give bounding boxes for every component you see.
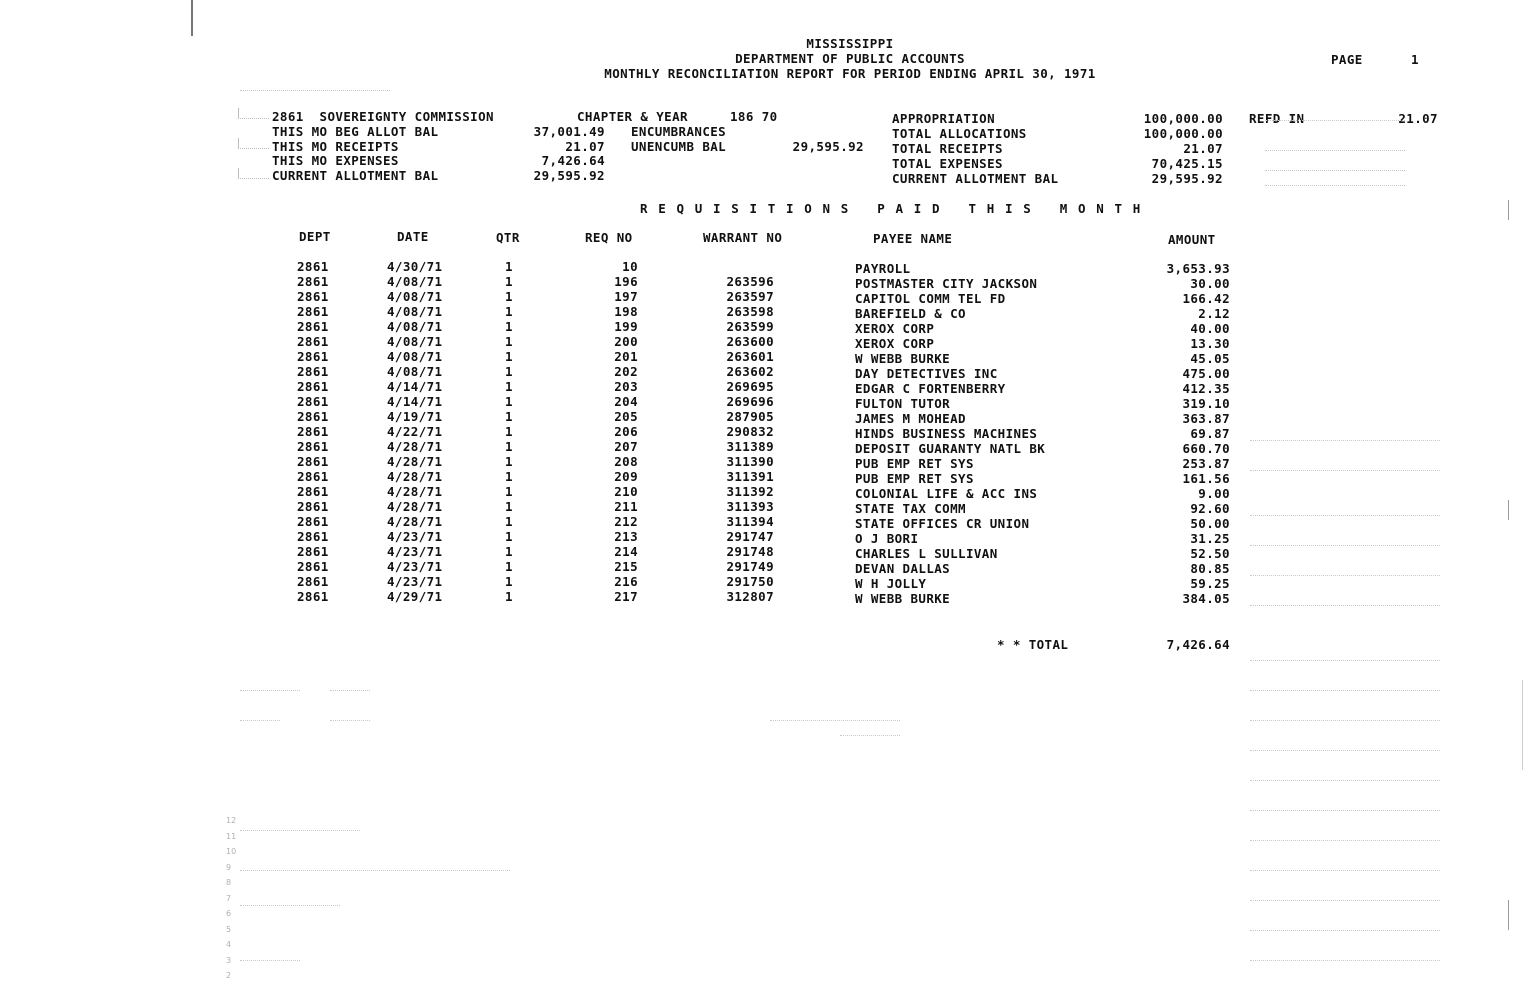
cell-date: 4/14/71 xyxy=(387,394,443,409)
section-title: R E Q U I S I T I O N S P A I D T H I S M O N T H xyxy=(640,201,1142,216)
cell-qtr: 1 xyxy=(505,394,513,409)
cell-date: 4/08/71 xyxy=(387,319,443,334)
margin-number: 7 xyxy=(226,893,232,903)
cell-req-no: 203 xyxy=(614,379,638,394)
cell-req-no: 201 xyxy=(614,349,638,364)
cell-dept: 2861 xyxy=(297,544,329,559)
scan-guide-line xyxy=(240,90,390,91)
total-receipts-value: 21.07 xyxy=(1183,141,1223,156)
cell-qtr: 1 xyxy=(505,544,513,559)
cell-warrant-no: 311389 xyxy=(726,439,774,454)
cell-dept: 2861 xyxy=(297,439,329,454)
cell-warrant-no: 311390 xyxy=(726,454,774,469)
cell-dept: 2861 xyxy=(297,319,329,334)
cell-req-no: 10 xyxy=(622,259,638,274)
right-current-allot-label: CURRENT ALLOTMENT BAL xyxy=(892,171,1059,186)
cell-payee-name: DEPOSIT GUARANTY NATL BK xyxy=(855,441,1046,456)
encumbrances-label: ENCUMBRANCES xyxy=(631,124,727,139)
cell-date: 4/14/71 xyxy=(387,379,443,394)
scan-guide-line xyxy=(1250,440,1440,441)
cell-qtr: 1 xyxy=(505,514,513,529)
cell-payee-name: STATE TAX COMM xyxy=(855,501,966,516)
cell-warrant-no: 312807 xyxy=(726,589,774,604)
scan-guide-line xyxy=(1250,870,1440,871)
appropriation-label: APPROPRIATION xyxy=(892,111,996,126)
col-header-date: DATE xyxy=(397,229,429,244)
cell-qtr: 1 xyxy=(505,409,513,424)
scan-guide-line xyxy=(1250,930,1440,931)
cell-dept: 2861 xyxy=(297,529,329,544)
cell-qtr: 1 xyxy=(505,349,513,364)
scan-edge-mark xyxy=(1522,680,1523,770)
margin-number: 2 xyxy=(226,971,232,980)
right-current-allot-value: 29,595.92 xyxy=(1151,171,1223,186)
cell-date: 4/08/71 xyxy=(387,274,443,289)
cell-payee-name: O J BORI xyxy=(855,531,919,546)
scan-edge-mark xyxy=(1508,900,1509,930)
report-department: DEPARTMENT OF PUBLIC ACCOUNTS xyxy=(735,51,965,66)
cell-warrant-no: 269696 xyxy=(726,394,774,409)
cell-req-no: 216 xyxy=(614,574,638,589)
refd-in-label: REFD IN xyxy=(1249,111,1305,126)
cell-dept: 2861 xyxy=(297,394,329,409)
cell-warrant-no: 263596 xyxy=(726,274,774,289)
cell-amount: 52.50 xyxy=(1190,546,1230,561)
scan-edge-mark xyxy=(1508,500,1509,520)
cell-amount: 161.56 xyxy=(1182,471,1230,486)
cell-qtr: 1 xyxy=(505,259,513,274)
cell-warrant-no: 263600 xyxy=(726,334,774,349)
cell-warrant-no: 263598 xyxy=(726,304,774,319)
chapter-year-label: CHAPTER & YEAR xyxy=(577,109,688,124)
col-header-req-no: REQ NO xyxy=(585,230,633,245)
cell-warrant-no: 311391 xyxy=(726,469,774,484)
agency-name: 2861 SOVEREIGNTY COMMISSION xyxy=(272,109,494,124)
cell-qtr: 1 xyxy=(505,574,513,589)
total-allocations-value: 100,000.00 xyxy=(1143,126,1223,141)
cell-amount: 660.70 xyxy=(1182,441,1230,456)
scan-guide-line xyxy=(1250,780,1440,781)
margin-number: 3 xyxy=(226,955,232,965)
cell-payee-name: FULTON TUTOR xyxy=(855,396,951,411)
cell-dept: 2861 xyxy=(297,304,329,319)
scan-guide-line xyxy=(240,690,300,691)
margin-number: 8 xyxy=(226,878,232,887)
cell-date: 4/28/71 xyxy=(387,469,443,484)
chapter-year-value: 186 70 xyxy=(730,109,778,124)
cell-req-no: 206 xyxy=(614,424,638,439)
cell-payee-name: CAPITOL COMM TEL FD xyxy=(855,291,1006,306)
cell-payee-name: POSTMASTER CITY JACKSON xyxy=(855,276,1038,291)
cell-payee-name: JAMES M MOHEAD xyxy=(855,411,966,426)
cell-amount: 319.10 xyxy=(1182,396,1230,411)
margin-bracket xyxy=(238,108,269,119)
total-label: * * TOTAL xyxy=(997,637,1069,652)
total-value: 7,426.64 xyxy=(1166,637,1230,652)
cell-amount: 475.00 xyxy=(1182,366,1230,381)
cell-dept: 2861 xyxy=(297,334,329,349)
cell-warrant-no: 290832 xyxy=(726,424,774,439)
cell-payee-name: PUB EMP RET SYS xyxy=(855,456,974,471)
cell-qtr: 1 xyxy=(505,289,513,304)
cell-date: 4/30/71 xyxy=(387,259,443,274)
cell-date: 4/28/71 xyxy=(387,484,443,499)
margin-number: 5 xyxy=(226,924,232,934)
cell-date: 4/08/71 xyxy=(387,349,443,364)
cell-qtr: 1 xyxy=(505,319,513,334)
cell-date: 4/19/71 xyxy=(387,409,443,424)
scan-guide-line xyxy=(1265,185,1405,186)
beg-allot-value: 37,001.49 xyxy=(533,124,605,139)
cell-date: 4/23/71 xyxy=(387,559,443,574)
scan-edge-mark xyxy=(191,0,193,36)
scan-guide-line xyxy=(240,830,360,831)
scan-guide-line xyxy=(1250,515,1440,516)
cell-dept: 2861 xyxy=(297,514,329,529)
cell-qtr: 1 xyxy=(505,364,513,379)
beg-allot-label: THIS MO BEG ALLOT BAL xyxy=(272,124,439,139)
scan-guide-line xyxy=(330,720,370,721)
cell-dept: 2861 xyxy=(297,574,329,589)
cell-warrant-no: 263597 xyxy=(726,289,774,304)
cell-warrant-no: 291748 xyxy=(726,544,774,559)
cell-req-no: 202 xyxy=(614,364,638,379)
cell-req-no: 217 xyxy=(614,589,638,604)
cell-dept: 2861 xyxy=(297,559,329,574)
cell-date: 4/23/71 xyxy=(387,529,443,544)
expenses-label: THIS MO EXPENSES xyxy=(272,153,399,168)
scan-guide-line xyxy=(240,720,280,721)
cell-date: 4/28/71 xyxy=(387,454,443,469)
margin-bracket xyxy=(238,138,269,149)
cell-dept: 2861 xyxy=(297,364,329,379)
margin-bracket xyxy=(238,168,269,179)
cell-date: 4/28/71 xyxy=(387,514,443,529)
scan-guide-line xyxy=(1250,605,1440,606)
cell-req-no: 197 xyxy=(614,289,638,304)
cell-qtr: 1 xyxy=(505,304,513,319)
scan-guide-line xyxy=(1250,545,1440,546)
cell-warrant-no: 263599 xyxy=(726,319,774,334)
cell-dept: 2861 xyxy=(297,349,329,364)
cell-req-no: 198 xyxy=(614,304,638,319)
scan-guide-line xyxy=(840,735,900,736)
cell-warrant-no: 291749 xyxy=(726,559,774,574)
scan-guide-line xyxy=(1265,150,1405,151)
cell-amount: 59.25 xyxy=(1190,576,1230,591)
cell-req-no: 210 xyxy=(614,484,638,499)
cell-req-no: 196 xyxy=(614,274,638,289)
cell-date: 4/08/71 xyxy=(387,364,443,379)
cell-req-no: 200 xyxy=(614,334,638,349)
total-expenses-value: 70,425.15 xyxy=(1151,156,1223,171)
cell-date: 4/08/71 xyxy=(387,334,443,349)
cell-req-no: 204 xyxy=(614,394,638,409)
cell-dept: 2861 xyxy=(297,484,329,499)
cell-amount: 166.42 xyxy=(1182,291,1230,306)
cell-warrant-no: 263601 xyxy=(726,349,774,364)
cell-qtr: 1 xyxy=(505,379,513,394)
cell-dept: 2861 xyxy=(297,424,329,439)
report-title: MONTHLY RECONCILIATION REPORT FOR PERIOD ENDING APRIL 30, 1971 xyxy=(604,66,1096,81)
cell-warrant-no: 287905 xyxy=(726,409,774,424)
cell-amount: 412.35 xyxy=(1182,381,1230,396)
cell-warrant-no: 311393 xyxy=(726,499,774,514)
total-expenses-label: TOTAL EXPENSES xyxy=(892,156,1003,171)
cell-dept: 2861 xyxy=(297,499,329,514)
scan-guide-line xyxy=(1250,810,1440,811)
cell-warrant-no: 269695 xyxy=(726,379,774,394)
cell-qtr: 1 xyxy=(505,499,513,514)
cell-payee-name: STATE OFFICES CR UNION xyxy=(855,516,1030,531)
cell-payee-name: CHARLES L SULLIVAN xyxy=(855,546,998,561)
cell-qtr: 1 xyxy=(505,559,513,574)
col-header-dept: DEPT xyxy=(299,229,331,244)
cell-payee-name: BAREFIELD & CO xyxy=(855,306,966,321)
scan-guide-line xyxy=(1250,720,1440,721)
cell-req-no: 209 xyxy=(614,469,638,484)
scan-guide-line xyxy=(1250,960,1440,961)
cell-amount: 50.00 xyxy=(1190,516,1230,531)
cell-payee-name: COLONIAL LIFE & ACC INS xyxy=(855,486,1038,501)
scan-guide-line xyxy=(1250,690,1440,691)
cell-qtr: 1 xyxy=(505,274,513,289)
total-allocations-label: TOTAL ALLOCATIONS xyxy=(892,126,1027,141)
cell-date: 4/23/71 xyxy=(387,544,443,559)
scan-guide-line xyxy=(240,870,510,871)
cell-date: 4/29/71 xyxy=(387,589,443,604)
cell-payee-name: DEVAN DALLAS xyxy=(855,561,951,576)
col-header-amount: AMOUNT xyxy=(1168,232,1216,247)
scan-guide-line xyxy=(1250,470,1440,471)
scan-edge-mark xyxy=(1508,200,1509,220)
receipts-label: THIS MO RECEIPTS xyxy=(272,139,399,154)
cell-amount: 363.87 xyxy=(1182,411,1230,426)
cell-dept: 2861 xyxy=(297,259,329,274)
cell-warrant-no: 291747 xyxy=(726,529,774,544)
cell-dept: 2861 xyxy=(297,469,329,484)
cell-req-no: 199 xyxy=(614,319,638,334)
current-allot-value: 29,595.92 xyxy=(533,168,605,183)
scan-guide-line xyxy=(1250,660,1440,661)
cell-req-no: 214 xyxy=(614,544,638,559)
cell-payee-name: PAYROLL xyxy=(855,261,911,276)
cell-req-no: 212 xyxy=(614,514,638,529)
cell-amount: 253.87 xyxy=(1182,456,1230,471)
cell-req-no: 211 xyxy=(614,499,638,514)
margin-number: 11 xyxy=(226,831,237,841)
cell-warrant-no: 263602 xyxy=(726,364,774,379)
cell-req-no: 205 xyxy=(614,409,638,424)
cell-payee-name: XEROX CORP xyxy=(855,321,935,336)
current-allot-label: CURRENT ALLOTMENT BAL xyxy=(272,168,439,183)
appropriation-value: 100,000.00 xyxy=(1143,111,1223,126)
scan-guide-line xyxy=(1265,120,1405,121)
cell-qtr: 1 xyxy=(505,529,513,544)
scan-guide-line xyxy=(1250,575,1440,576)
cell-qtr: 1 xyxy=(505,334,513,349)
cell-payee-name: DAY DETECTIVES INC xyxy=(855,366,998,381)
cell-date: 4/08/71 xyxy=(387,304,443,319)
scan-guide-line xyxy=(1250,900,1440,901)
cell-req-no: 215 xyxy=(614,559,638,574)
cell-payee-name: W H JOLLY xyxy=(855,576,927,591)
scan-guide-line xyxy=(1250,750,1440,751)
cell-amount: 45.05 xyxy=(1190,351,1230,366)
col-header-warrant-no: WARRANT NO xyxy=(703,230,783,245)
total-receipts-label: TOTAL RECEIPTS xyxy=(892,141,1003,156)
cell-dept: 2861 xyxy=(297,409,329,424)
unencumb-label: UNENCUMB BAL xyxy=(631,139,727,154)
cell-payee-name: HINDS BUSINESS MACHINES xyxy=(855,426,1038,441)
cell-dept: 2861 xyxy=(297,454,329,469)
cell-amount: 3,653.93 xyxy=(1166,261,1230,276)
cell-amount: 92.60 xyxy=(1190,501,1230,516)
cell-warrant-no: 311394 xyxy=(726,514,774,529)
cell-req-no: 207 xyxy=(614,439,638,454)
cell-amount: 40.00 xyxy=(1190,321,1230,336)
margin-number: 12 xyxy=(226,816,237,825)
cell-date: 4/22/71 xyxy=(387,424,443,439)
expenses-value: 7,426.64 xyxy=(541,153,605,168)
scan-guide-line xyxy=(240,960,300,961)
cell-date: 4/23/71 xyxy=(387,574,443,589)
scan-guide-line xyxy=(770,720,900,721)
cell-qtr: 1 xyxy=(505,484,513,499)
cell-amount: 31.25 xyxy=(1190,531,1230,546)
page-label: PAGE xyxy=(1331,52,1363,67)
receipts-value: 21.07 xyxy=(565,139,605,154)
cell-qtr: 1 xyxy=(505,454,513,469)
cell-qtr: 1 xyxy=(505,589,513,604)
cell-date: 4/28/71 xyxy=(387,499,443,514)
cell-dept: 2861 xyxy=(297,274,329,289)
col-header-payee-name: PAYEE NAME xyxy=(873,231,953,246)
page-number: 1 xyxy=(1411,52,1419,67)
cell-warrant-no: 311392 xyxy=(726,484,774,499)
cell-qtr: 1 xyxy=(505,439,513,454)
cell-req-no: 208 xyxy=(614,454,638,469)
cell-qtr: 1 xyxy=(505,424,513,439)
cell-date: 4/08/71 xyxy=(387,289,443,304)
scan-guide-line xyxy=(240,905,340,906)
refd-in-value: 21.07 xyxy=(1398,111,1438,126)
cell-payee-name: W WEBB BURKE xyxy=(855,591,951,606)
margin-number: 10 xyxy=(226,847,237,856)
cell-amount: 69.87 xyxy=(1190,426,1230,441)
cell-amount: 384.05 xyxy=(1182,591,1230,606)
cell-amount: 80.85 xyxy=(1190,561,1230,576)
cell-dept: 2861 xyxy=(297,289,329,304)
cell-req-no: 213 xyxy=(614,529,638,544)
scan-guide-line xyxy=(330,690,370,691)
cell-payee-name: W WEBB BURKE xyxy=(855,351,951,366)
cell-payee-name: XEROX CORP xyxy=(855,336,935,351)
margin-number: 6 xyxy=(226,909,232,918)
cell-amount: 9.00 xyxy=(1198,486,1230,501)
cell-qtr: 1 xyxy=(505,469,513,484)
col-header-qtr: QTR xyxy=(496,230,520,245)
cell-warrant-no: 291750 xyxy=(726,574,774,589)
cell-amount: 2.12 xyxy=(1198,306,1230,321)
cell-date: 4/28/71 xyxy=(387,439,443,454)
report-state: MISSISSIPPI xyxy=(806,36,894,51)
unencumb-value: 29,595.92 xyxy=(792,139,864,154)
margin-number: 9 xyxy=(226,862,232,872)
cell-payee-name: PUB EMP RET SYS xyxy=(855,471,974,486)
cell-amount: 30.00 xyxy=(1190,276,1230,291)
scan-guide-line xyxy=(1250,840,1440,841)
cell-dept: 2861 xyxy=(297,589,329,604)
scan-guide-line xyxy=(1265,170,1405,171)
cell-payee-name: EDGAR C FORTENBERRY xyxy=(855,381,1006,396)
cell-amount: 13.30 xyxy=(1190,336,1230,351)
cell-dept: 2861 xyxy=(297,379,329,394)
margin-number: 4 xyxy=(226,940,232,949)
